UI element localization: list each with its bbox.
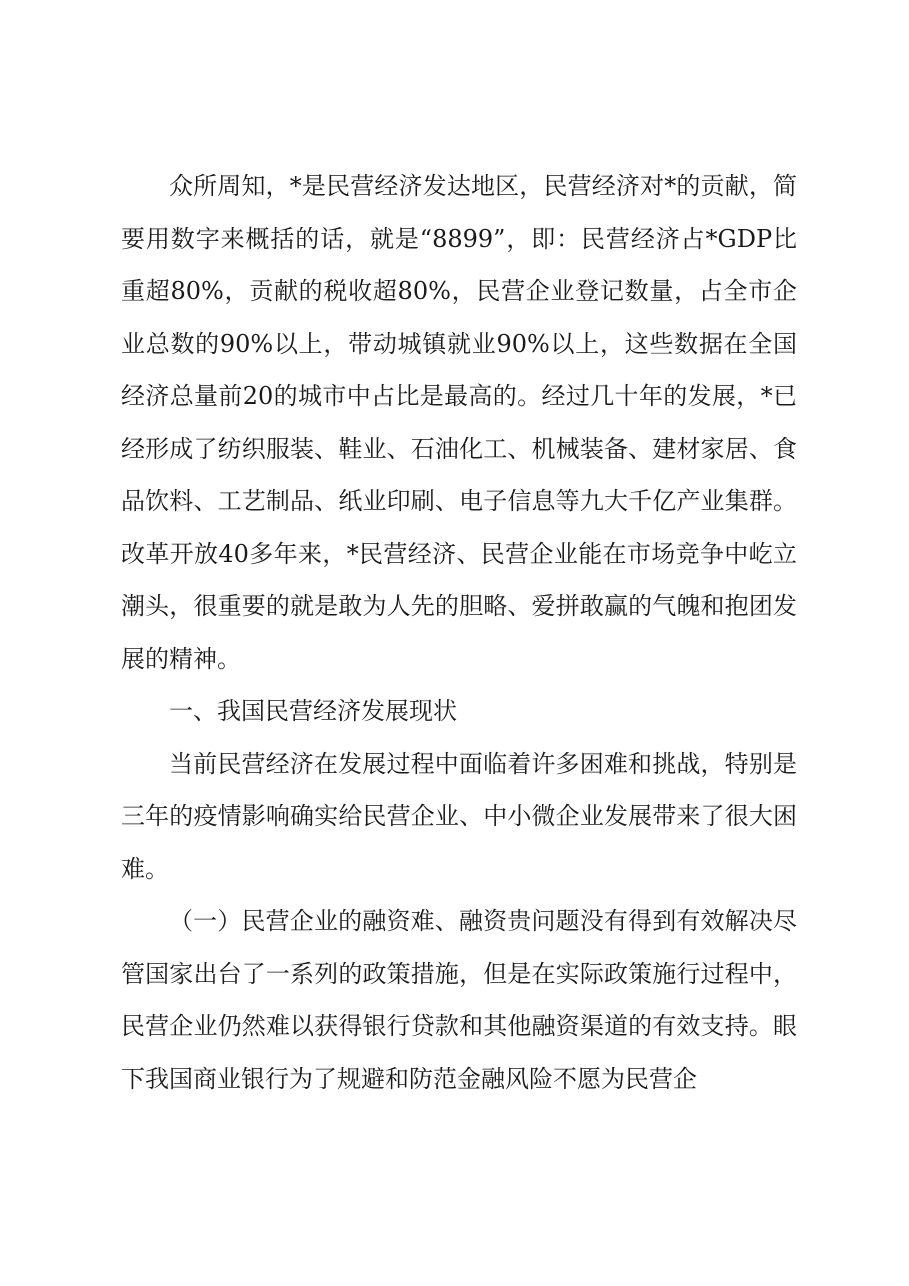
section-heading: 一、我国民营经济发展现状 bbox=[169, 697, 457, 725]
intro-paragraph: 众所周知，*是民营经济发达地区，民营经济对*的贡献，简要用数字来概括的话，就是“8899”，即：民营经济占*GDP比重超80%，贡献的税收超80%，民营企业登记数量，占全市企业总数的90%以上，带动城镇就业90%以上，这些数据在全国经济总量前20的城市中占比是最高的。经过几十年的发展，*已经形成了纺织服装、鞋业、石油化工、机械装备、建材家居、食品饮料、工艺制品、纸业印刷、电子信息等九大千亿产业集群。改革开放40多年来，*民营经济、民营企业能在市场竞争中屹立潮头，很重要的就是敢为人先的胆略、爱拼敢赢的气魄和抱团发展的精神。 bbox=[121, 172, 797, 673]
document-body bbox=[121, 160, 797, 1105]
subsection-paragraph: （一）民营企业的融资难、融资贵问题没有得到有效解决尽管国家出台了一系列的政策措施，但是在实际政策施行过程中，民营企业仍然难以获得银行贷款和其他融资渠道的有效支持。眼下我国商业银行为了规避和防范金融风险不愿为民营企 bbox=[121, 907, 797, 1093]
body-paragraph: 当前民营经济在发展过程中面临着许多困难和挑战，特别是三年的疫情影响确实给民营企业、中小微企业发展带来了很大困难。 bbox=[121, 749, 797, 883]
